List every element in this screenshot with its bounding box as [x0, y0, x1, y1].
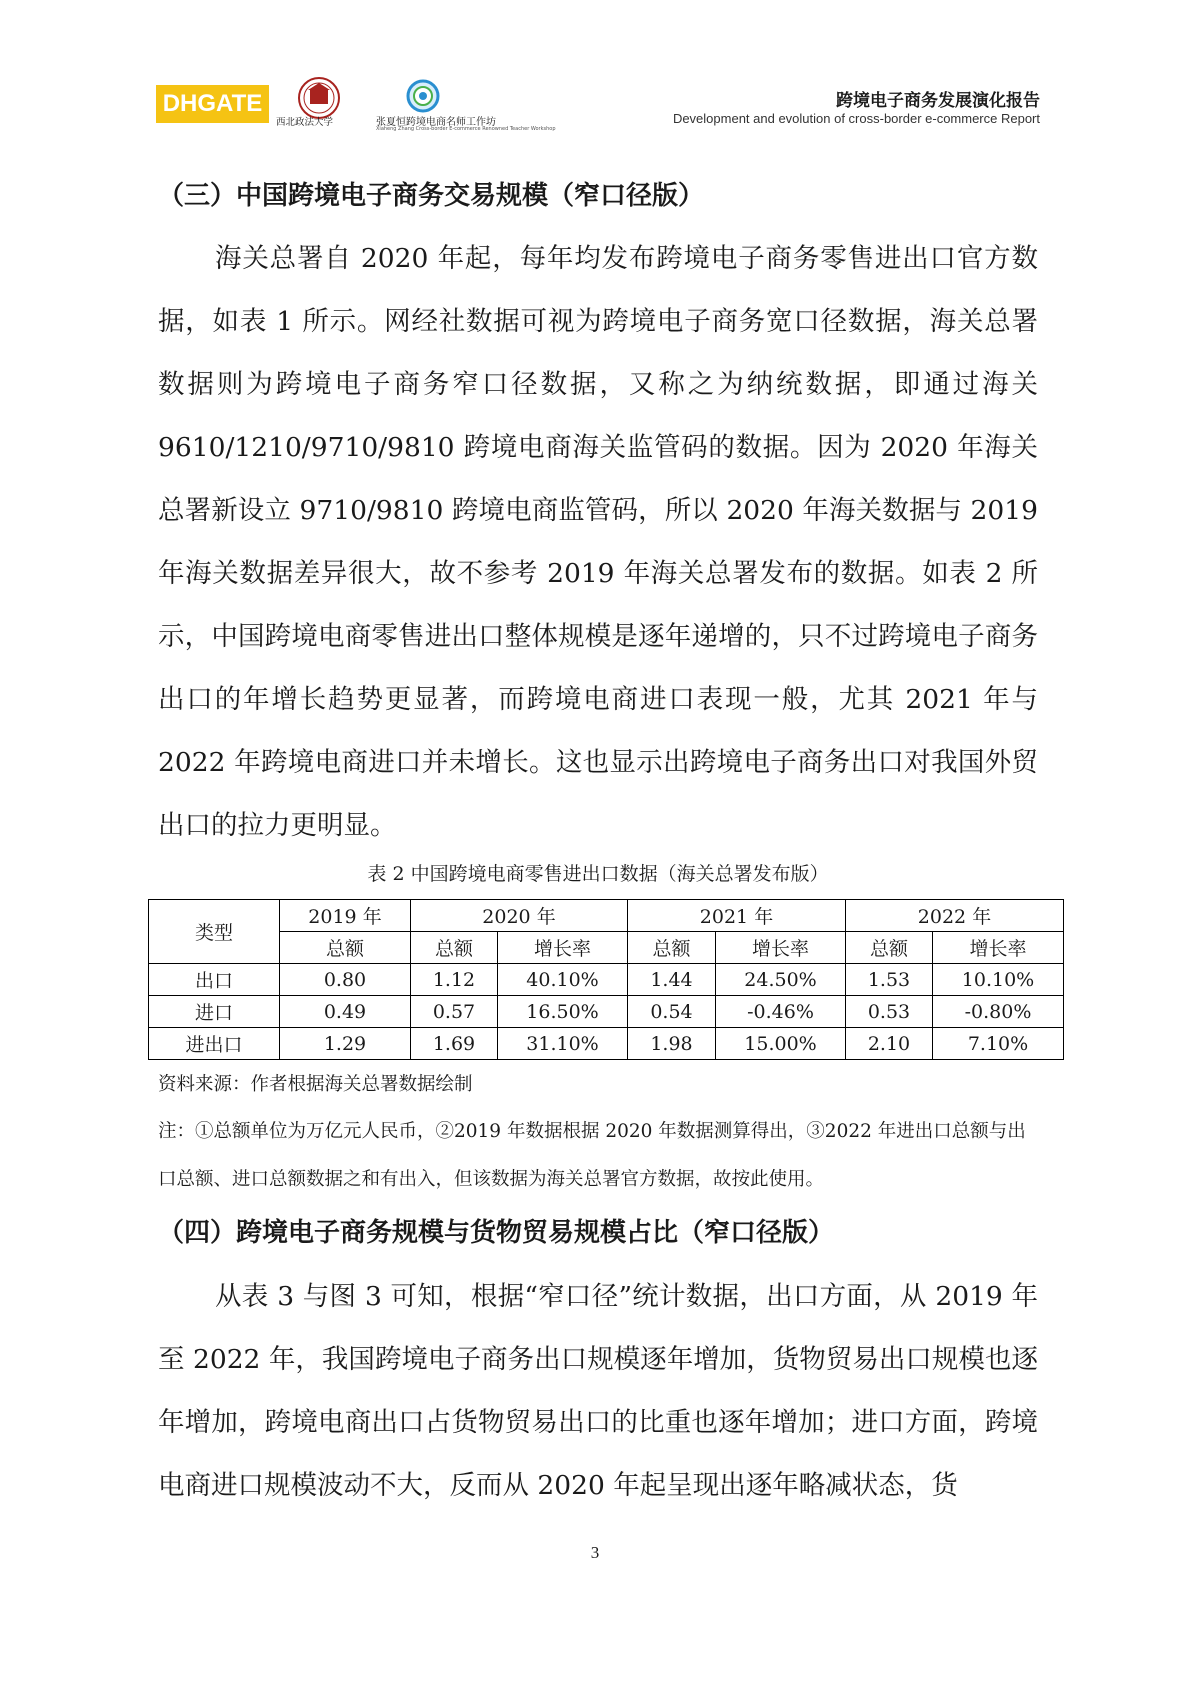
table-row — [149, 1028, 1064, 1060]
row-label: 进出口 — [149, 1028, 280, 1060]
row-label: 出口 — [149, 964, 280, 996]
cell: 1.44 — [628, 964, 716, 996]
table-row — [149, 964, 1064, 996]
cell: 0.80 — [280, 964, 411, 996]
year-header-2022: 2022 年 — [846, 900, 1064, 932]
cell: 1.98 — [628, 1028, 716, 1060]
table-note: 注：①总额单位为万亿元人民币，②2019 年数据根据 2020 年数据测算得出，③2022 年进出口总额与出口总额、进口总额数据之和有出入，但该数据为海关总署官方数据，故按此使用。 — [158, 1121, 1026, 1190]
cell: 1.12 — [411, 964, 498, 996]
subheader-growth: 增长率 — [933, 932, 1064, 964]
cell: 1.69 — [411, 1028, 498, 1060]
cell: 1.29 — [280, 1028, 411, 1060]
trade-data-table — [148, 899, 1064, 1060]
cell: -0.46% — [716, 996, 846, 1028]
cell: 2.10 — [846, 1028, 933, 1060]
cell: 40.10% — [498, 964, 628, 996]
table-row — [149, 996, 1064, 1028]
subheader-growth: 增长率 — [716, 932, 846, 964]
section-4-paragraph: 从表 3 与图 3 可知，根据“窄口径”统计数据，出口方面，从 2019 年至 2022 年，我国跨境电子商务出口规模逐年增加，货物贸易出口规模也逐年增加，跨境电商出口占货物贸易出口的比重也逐年增加；进口方面，跨境电商进口规模波动不大，反而从 2020 年起呈现出逐年略减状态，货 — [158, 1281, 1038, 1501]
section-3-heading: （三）中国跨境电子商务交易规模（窄口径版） — [158, 181, 705, 211]
subheader-total: 总额 — [280, 932, 411, 964]
page-number: 3 — [590, 1543, 600, 1562]
cell: 10.10% — [933, 964, 1064, 996]
subheader-total: 总额 — [846, 932, 933, 964]
section-3-body — [158, 227, 1038, 857]
cell: 16.50% — [498, 996, 628, 1028]
studio-name: 张夏恒跨境电商名师工作坊 — [376, 117, 496, 128]
type-header: 类型 — [149, 900, 280, 964]
university-name: 西北政法大学 — [276, 117, 334, 128]
cell: 31.10% — [498, 1028, 628, 1060]
section-3-paragraph: 海关总署自 2020 年起，每年均发布跨境电子商务零售进出口官方数据，如表 1 所示。网经社数据可视为跨境电子商务宽口径数据，海关总署数据则为跨境电子商务窄口径数据，又称之为纳统数据，即通过海关 9610/1210/9710/9810 跨境电商海关监管码的数据。因为 2020 年海关总署新设立 9710/9810 跨境电商监管码，所以 2020 年海关数据与 2019 年海关数据差异很大，故不参考 2019 年海关总署发布的数据。如表 2 所示，中国跨境电商零售进出口整体规模是逐年递增的，只不过跨境电子商务出口的年增长趋势更显著，而跨境电商进口表现一般，尤其 2021 年与 2022 年跨境电商进口并未增长。这也显示出跨境电子商务出口对我国外贸出口的拉力更明显。 — [158, 243, 1038, 841]
cell: -0.80% — [933, 996, 1064, 1028]
table-caption: 表 2 中国跨境电商零售进出口数据（海关总署发布版） — [367, 863, 829, 885]
cell: 0.57 — [411, 996, 498, 1028]
report-subtitle: Development and evolution of cross-border e-commerce Report — [672, 111, 1040, 126]
dhgate-logo: DHGATE — [156, 85, 269, 123]
subheader-total: 总额 — [411, 932, 498, 964]
section-4-heading: （四）跨境电子商务规模与货物贸易规模占比（窄口径版） — [158, 1218, 835, 1248]
year-header-2019: 2019 年 — [280, 900, 411, 932]
section-4-body — [158, 1265, 1038, 1517]
cell: 7.10% — [933, 1028, 1064, 1060]
report-title: 跨境电子商务发展演化报告 — [836, 91, 1040, 111]
year-header-2021: 2021 年 — [628, 900, 846, 932]
year-header-2020: 2020 年 — [411, 900, 628, 932]
subheader-growth: 增长率 — [498, 932, 628, 964]
studio-globe-icon — [398, 78, 448, 116]
cell: 0.49 — [280, 996, 411, 1028]
cell: 0.53 — [846, 996, 933, 1028]
studio-subtitle: Xiaheng Zhang Cross-border E-commerce Renowned Teacher Workshop — [376, 126, 556, 132]
cell: 24.50% — [716, 964, 846, 996]
subheader-total: 总额 — [628, 932, 716, 964]
cell: 0.54 — [628, 996, 716, 1028]
cell: 1.53 — [846, 964, 933, 996]
table-source: 资料来源：作者根据海关总署数据绘制 — [158, 1074, 473, 1095]
row-label: 进口 — [149, 996, 280, 1028]
cell: 15.00% — [716, 1028, 846, 1060]
